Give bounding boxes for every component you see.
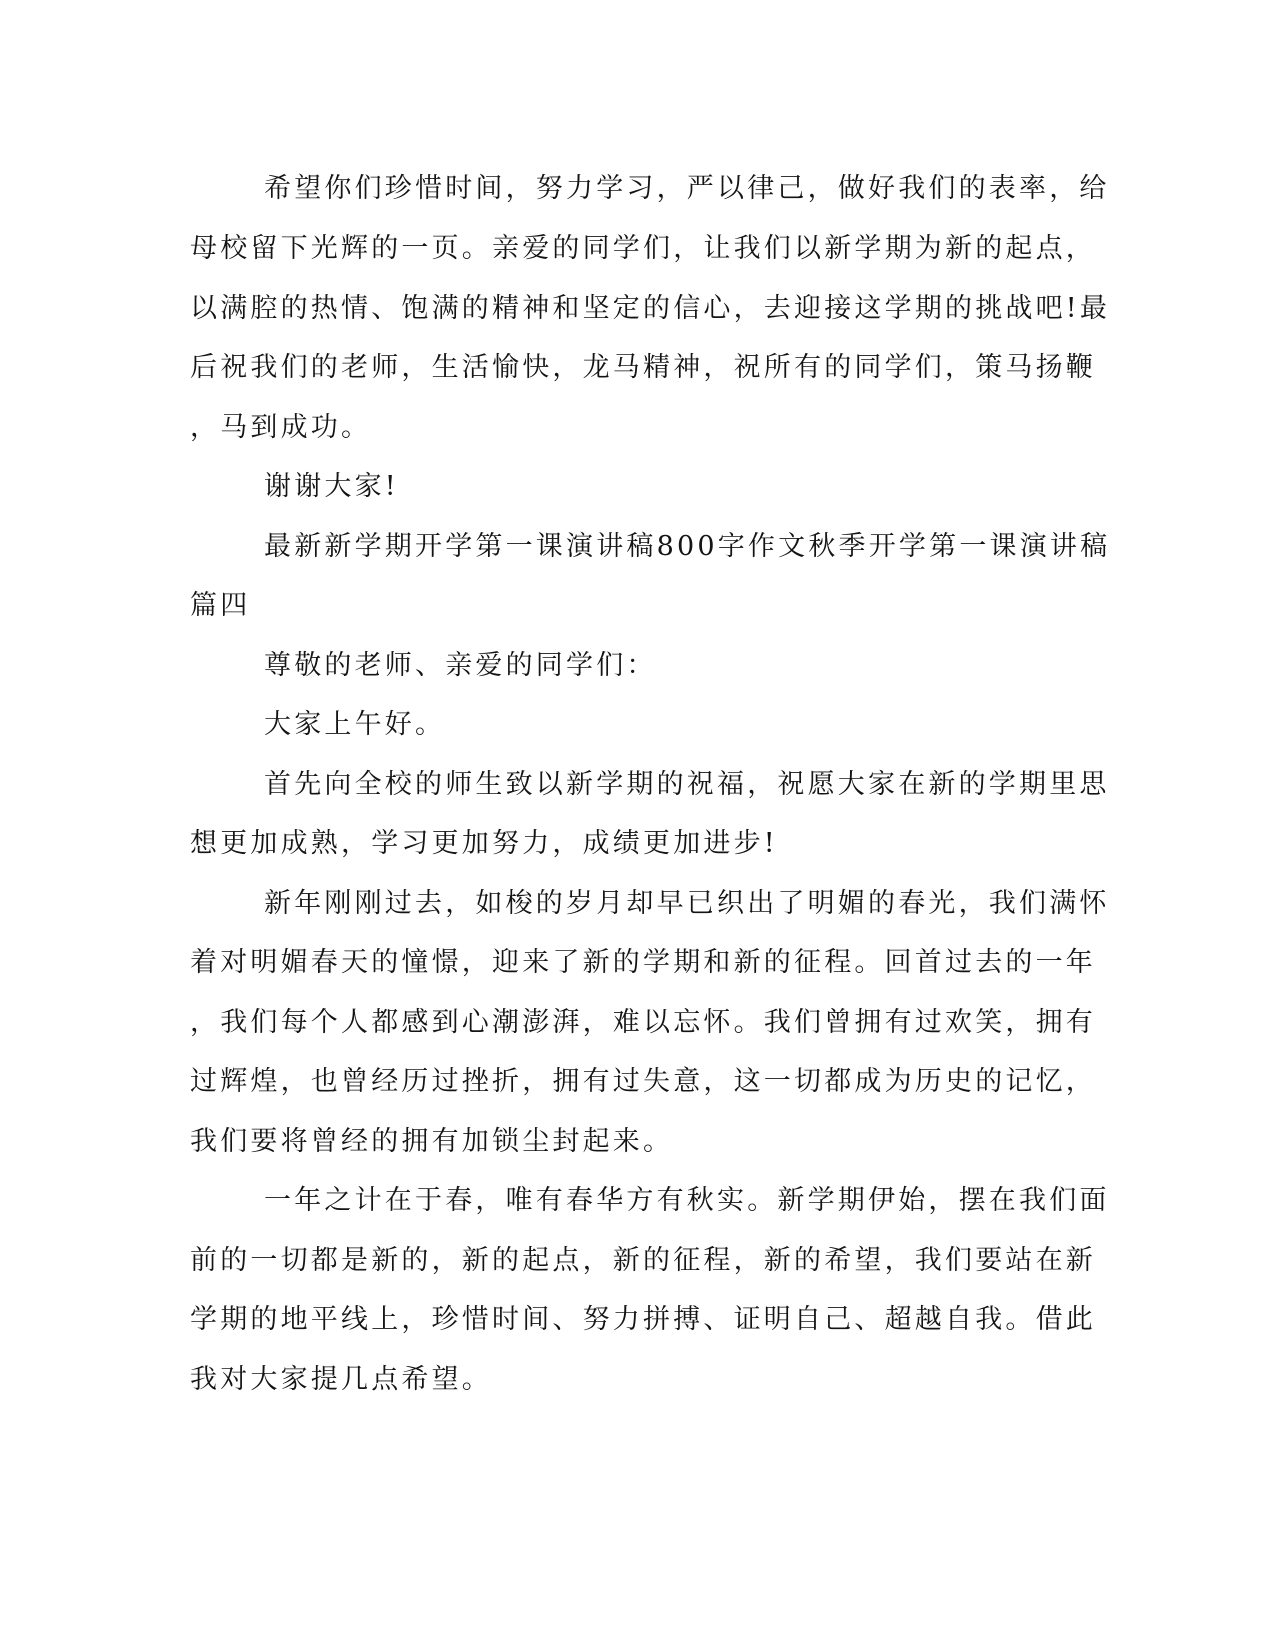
text-line: 新年刚刚过去，如梭的岁月却早已织出了明媚的春光，我们满怀: [264, 888, 1110, 919]
text-line: 学期的地平线上，珍惜时间、努力拼搏、证明自己、超越自我。借此: [190, 1304, 1096, 1335]
text-line: 前的一切都是新的，新的起点，新的征程，新的希望，我们要站在新: [190, 1245, 1096, 1276]
text-line: 一年之计在于春，唯有春华方有秋实。新学期伊始，摆在我们面: [264, 1185, 1110, 1216]
text-line: 谢谢大家!: [264, 471, 399, 502]
text-line: 想更加成熟，学习更加努力，成绩更加进步!: [190, 828, 778, 859]
text-line: ，马到成功。: [190, 412, 372, 443]
text-line: 希望你们珍惜时间，努力学习，严以律己，做好我们的表率，给: [264, 173, 1110, 204]
section-title: 最新新学期开学第一课演讲稿800字作文秋季开学第一课演讲稿: [264, 531, 1111, 562]
text-line: ，我们每个人都感到心潮澎湃，难以忘怀。我们曾拥有过欢笑，拥有: [190, 1007, 1096, 1038]
text-line: 过辉煌，也曾经历过挫折，拥有过失意，这一切都成为历史的记忆，: [190, 1066, 1096, 1097]
text-line: 我对大家提几点希望。: [190, 1364, 492, 1395]
text-line: 母校留下光辉的一页。亲爱的同学们，让我们以新学期为新的起点，: [190, 233, 1096, 264]
text-line: 我们要将曾经的拥有加锁尘封起来。: [190, 1126, 674, 1157]
text-line: 首先向全校的师生致以新学期的祝福，祝愿大家在新的学期里思: [264, 769, 1110, 800]
text-line: 以满腔的热情、饱满的精神和坚定的信心，去迎接这学期的挑战吧!最: [190, 293, 1111, 324]
text-line: 着对明媚春天的憧憬，迎来了新的学期和新的征程。回首过去的一年: [190, 947, 1096, 978]
greeting: 大家上午好。: [264, 709, 446, 740]
salutation: 尊敬的老师、亲爱的同学们：: [264, 650, 657, 681]
text-line: 后祝我们的老师，生活愉快，龙马精神，祝所有的同学们，策马扬鞭: [190, 352, 1096, 383]
section-title: 篇四: [190, 590, 251, 621]
